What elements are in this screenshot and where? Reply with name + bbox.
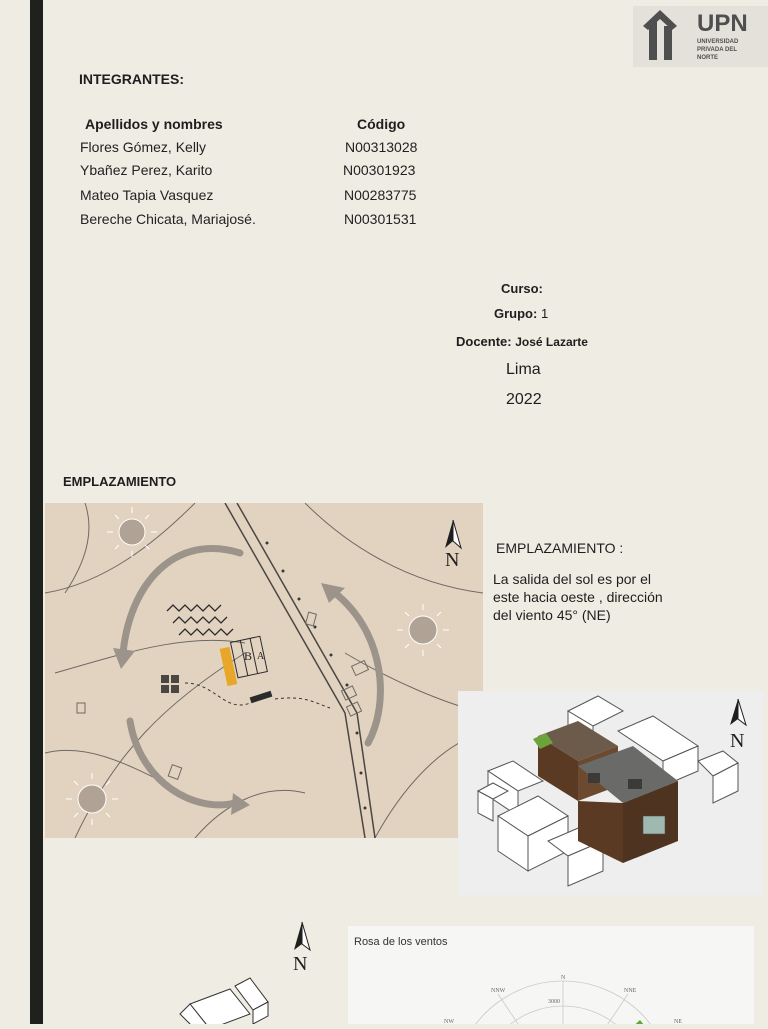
site-map-image	[45, 503, 483, 838]
north-arrow-icon	[445, 520, 461, 571]
wind-rose-ring-value: 3000	[548, 999, 560, 1005]
emplazamiento-heading: EMPLAZAMIENTO	[63, 474, 177, 489]
grupo-value: 1	[540, 306, 549, 321]
north-label: N	[293, 953, 308, 972]
docente-line	[456, 334, 588, 349]
table-row-name: Bereche Chicata, Mariajosé.	[80, 211, 256, 227]
docente-label: Docente:	[456, 334, 512, 349]
wind-rose-dir-nnw: NNW	[491, 988, 506, 994]
city-text: Lima	[506, 361, 541, 378]
grupo-label: Grupo:	[494, 306, 538, 321]
table-row-code: N00283775	[344, 187, 417, 203]
map-label-a: A	[257, 651, 265, 662]
table-row-code: N00301923	[343, 162, 416, 178]
table-row-name: Mateo Tapia Vasquez	[80, 187, 214, 203]
description-title: EMPLAZAMIENTO :	[496, 540, 624, 556]
north-arrow-icon	[286, 920, 318, 972]
north-arrow-icon	[730, 699, 746, 752]
wind-rose-dir-nne: NNE	[624, 988, 637, 994]
north-label: N	[445, 549, 460, 571]
docente-value: José Lazarte	[515, 335, 588, 349]
wind-rose-dir-nw: NW	[444, 1019, 454, 1024]
upn-logo	[633, 6, 768, 67]
wind-rose-dir-n: N	[561, 975, 566, 981]
wind-rose-chart	[348, 926, 754, 1024]
table-header-name: Apellidos y nombres	[85, 116, 223, 132]
table-row-name: Ybañez Perez, Karito	[80, 162, 213, 178]
3d-model-fragment-image	[150, 974, 275, 1024]
3d-site-model-image	[458, 691, 763, 895]
left-accent-bar	[30, 0, 43, 1024]
table-header-code: Código	[357, 116, 406, 132]
year-text: 2022	[506, 391, 542, 408]
map-label-b: B	[244, 649, 253, 663]
table-row-code: N00313028	[345, 139, 418, 155]
wind-rose-title: Rosa de los ventos	[354, 936, 448, 948]
north-label: N	[730, 730, 745, 752]
integrantes-heading: INTEGRANTES:	[79, 71, 184, 87]
wind-rose-dir-ne: NE	[674, 1019, 682, 1024]
curso-label: Curso:	[501, 281, 543, 296]
table-row-name: Flores Gómez, Kelly	[80, 139, 207, 155]
table-row-code: N00301531	[344, 211, 417, 227]
description-text: La salida del sol es por el este hacia oeste , dirección del viento 45° (NE)	[493, 571, 663, 623]
grupo-line	[494, 306, 548, 321]
logo-subtitle: UNIVERSIDAD PRIVADA DEL NORTE	[697, 39, 739, 61]
logo-name: UPN	[697, 10, 748, 37]
